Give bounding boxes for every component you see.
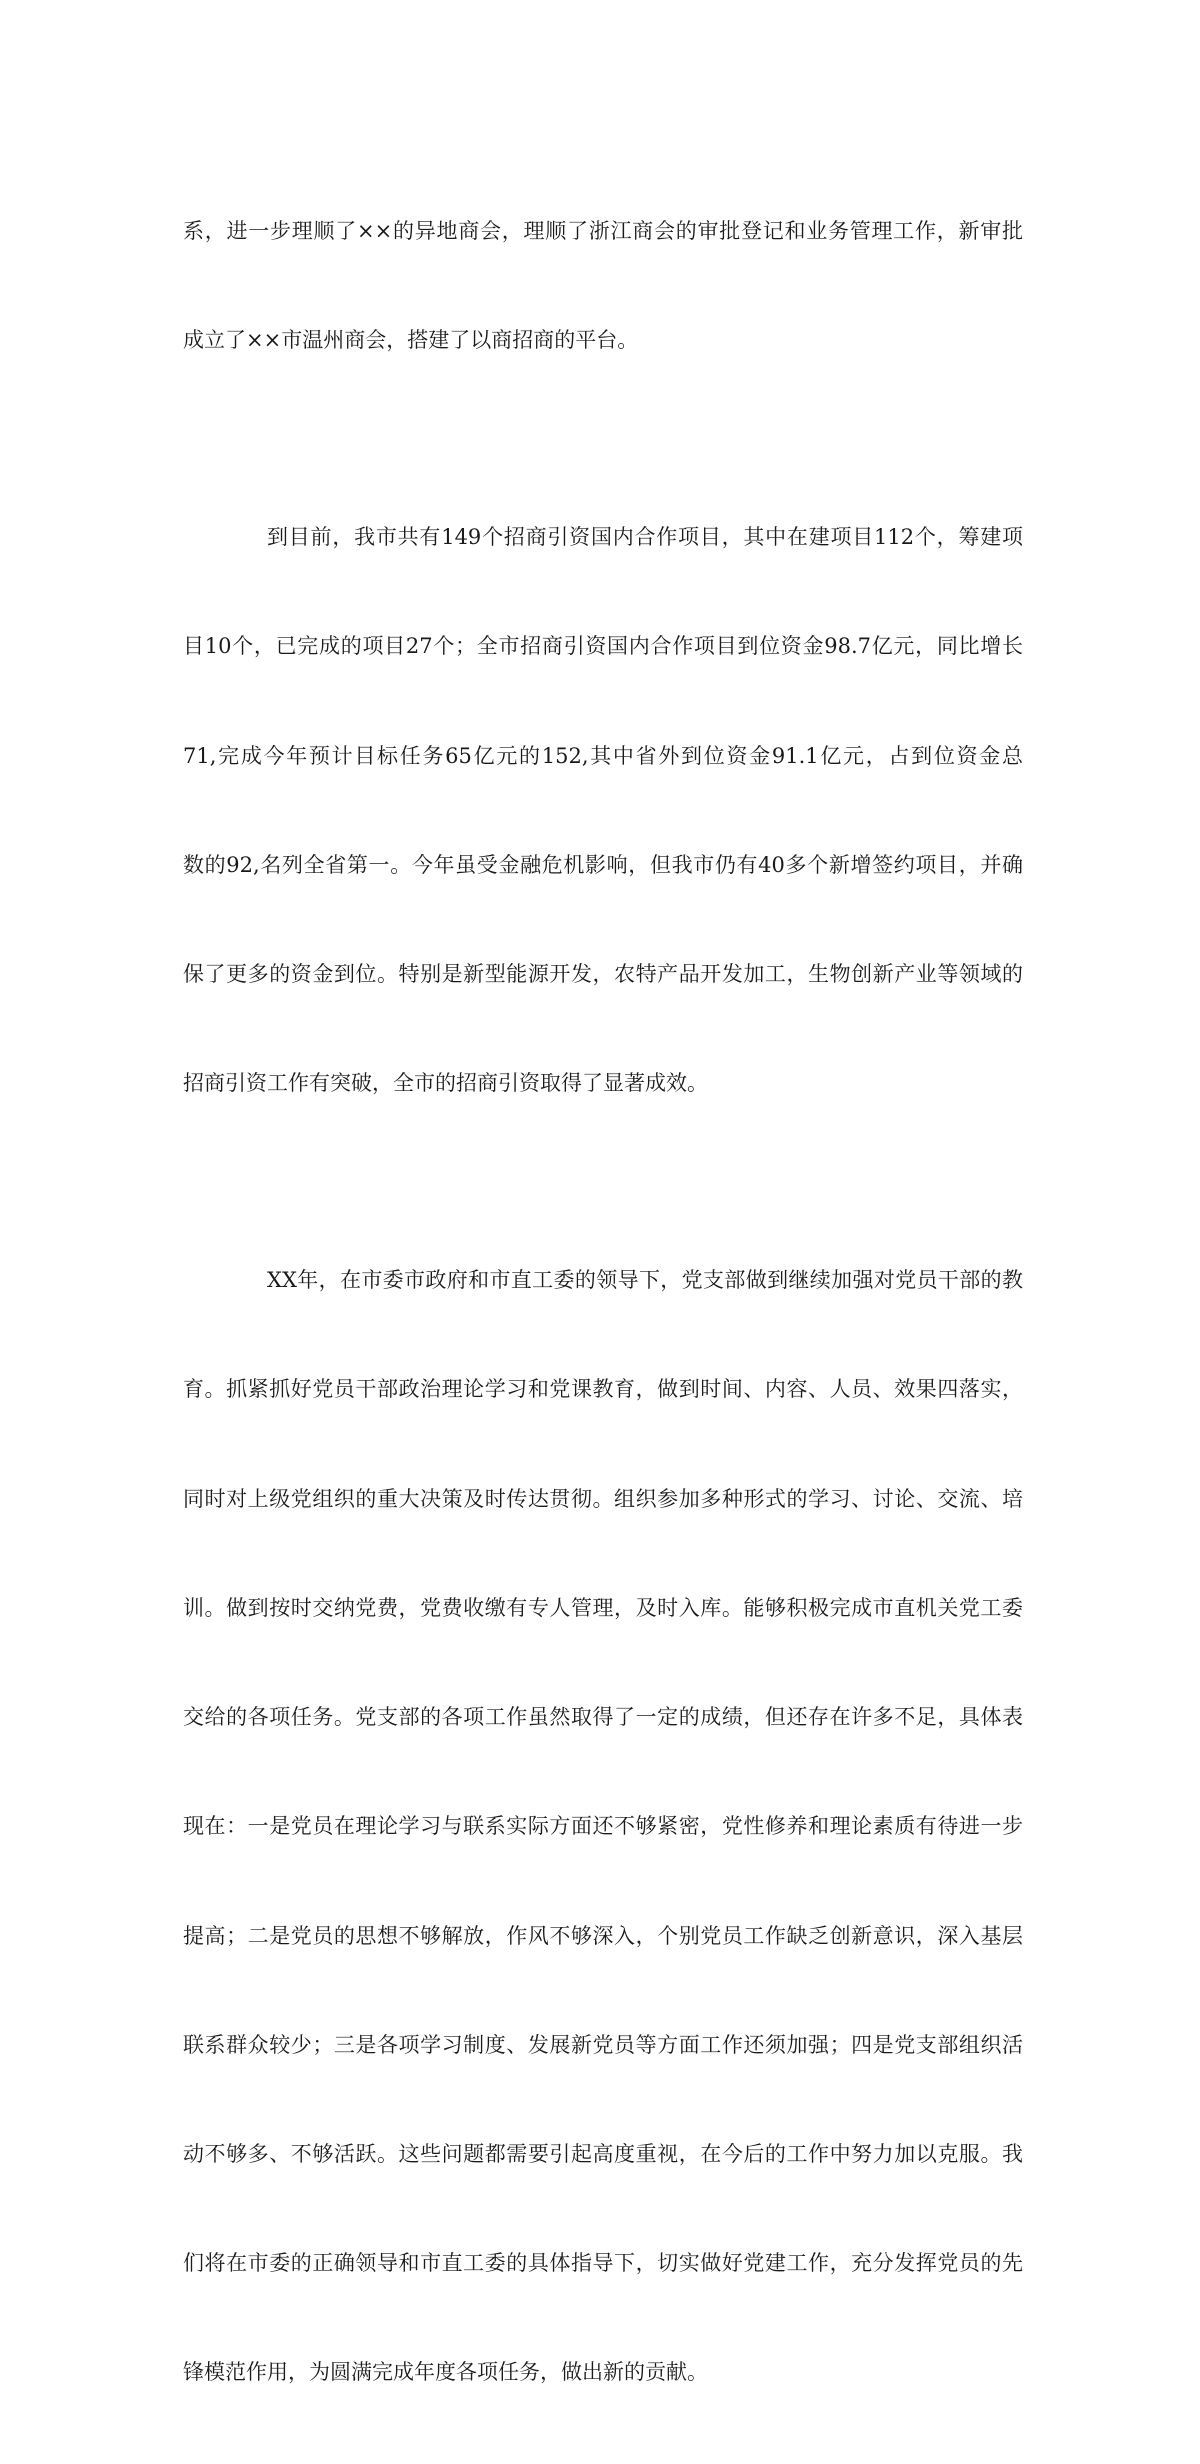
text-line: 交给的各项任务。党支部的各项工作虽然取得了一定的成绩，但还存在许多不足，具体表: [183, 1705, 1023, 1730]
text-line: 训。做到按时交纳党费，党费收缴有专人管理，及时入库。能够积极完成市直机关党工委: [183, 1595, 1023, 1620]
text-line: 现在：一是党员在理论学习与联系实际方面还不够紧密，党性修养和理论素质有待进一步: [183, 1814, 1023, 1839]
text-line: 同时对上级党组织的重大决策及时传达贯彻。组织参加多种形式的学习、讨论、交流、培: [183, 1486, 1023, 1511]
text-line: 目10个，已完成的项目27个；全市招商引资国内合作项目到位资金98.7亿元，同比增长: [183, 634, 1023, 659]
text-line: 数的92,名列全省第一。今年虽受金融危机影响，但我市仍有40多个新增签约项目，并确: [183, 852, 1023, 877]
text-line: 保了更多的资金到位。特别是新型能源开发，农特产品开发加工，生物创新产业等领域的: [183, 961, 1023, 986]
document-body: [183, 140, 1023, 2464]
text-line: 锋模范作用，为圆满完成年度各项任务，做出新的贡献。: [183, 2360, 708, 2385]
paragraph-chamber-of-commerce: [183, 140, 1023, 431]
paragraph-party-branch-work: [183, 1189, 1023, 2463]
text-line: 联系群众较少；三是各项学习制度、发展新党员等方面工作还须加强；四是党支部组织活: [183, 2032, 1023, 2057]
text-line: 育。抓紧抓好党员干部政治理论学习和党课教育，做到时间、内容、人员、效果四落实，: [183, 1377, 1023, 1402]
text-line: 71,完成今年预计目标任务65亿元的152,其中省外到位资金91.1亿元，占到位资金总: [183, 743, 1023, 768]
text-line: 们将在市委的正确领导和市直工委的具体指导下，切实做好党建工作，充分发挥党员的先: [183, 2251, 1023, 2276]
text-line: 动不够多、不够活跃。这些问题都需要引起高度重视，在今后的工作中努力加以克服。我: [183, 2141, 1023, 2166]
paragraph-investment-results: [183, 446, 1023, 1174]
text-line: XX年，在市委市政府和市直工委的领导下，党支部做到继续加强对党员干部的教: [267, 1268, 1023, 1293]
text-line: 招商引资工作有突破，全市的招商引资取得了显著成效。: [183, 1071, 708, 1096]
text-line: 提高；二是党员的思想不够解放，作风不够深入，个别党员工作缺乏创新意识，深入基层: [183, 1923, 1023, 1948]
text-line: 成立了××市温州商会，搭建了以商招商的平台。: [183, 328, 639, 353]
text-line: 系，进一步理顺了××的异地商会，理顺了浙江商会的审批登记和业务管理工作，新审批: [183, 218, 1023, 243]
text-line: 到目前，我市共有149个招商引资国内合作项目，其中在建项目112个，筹建项: [267, 525, 1023, 550]
